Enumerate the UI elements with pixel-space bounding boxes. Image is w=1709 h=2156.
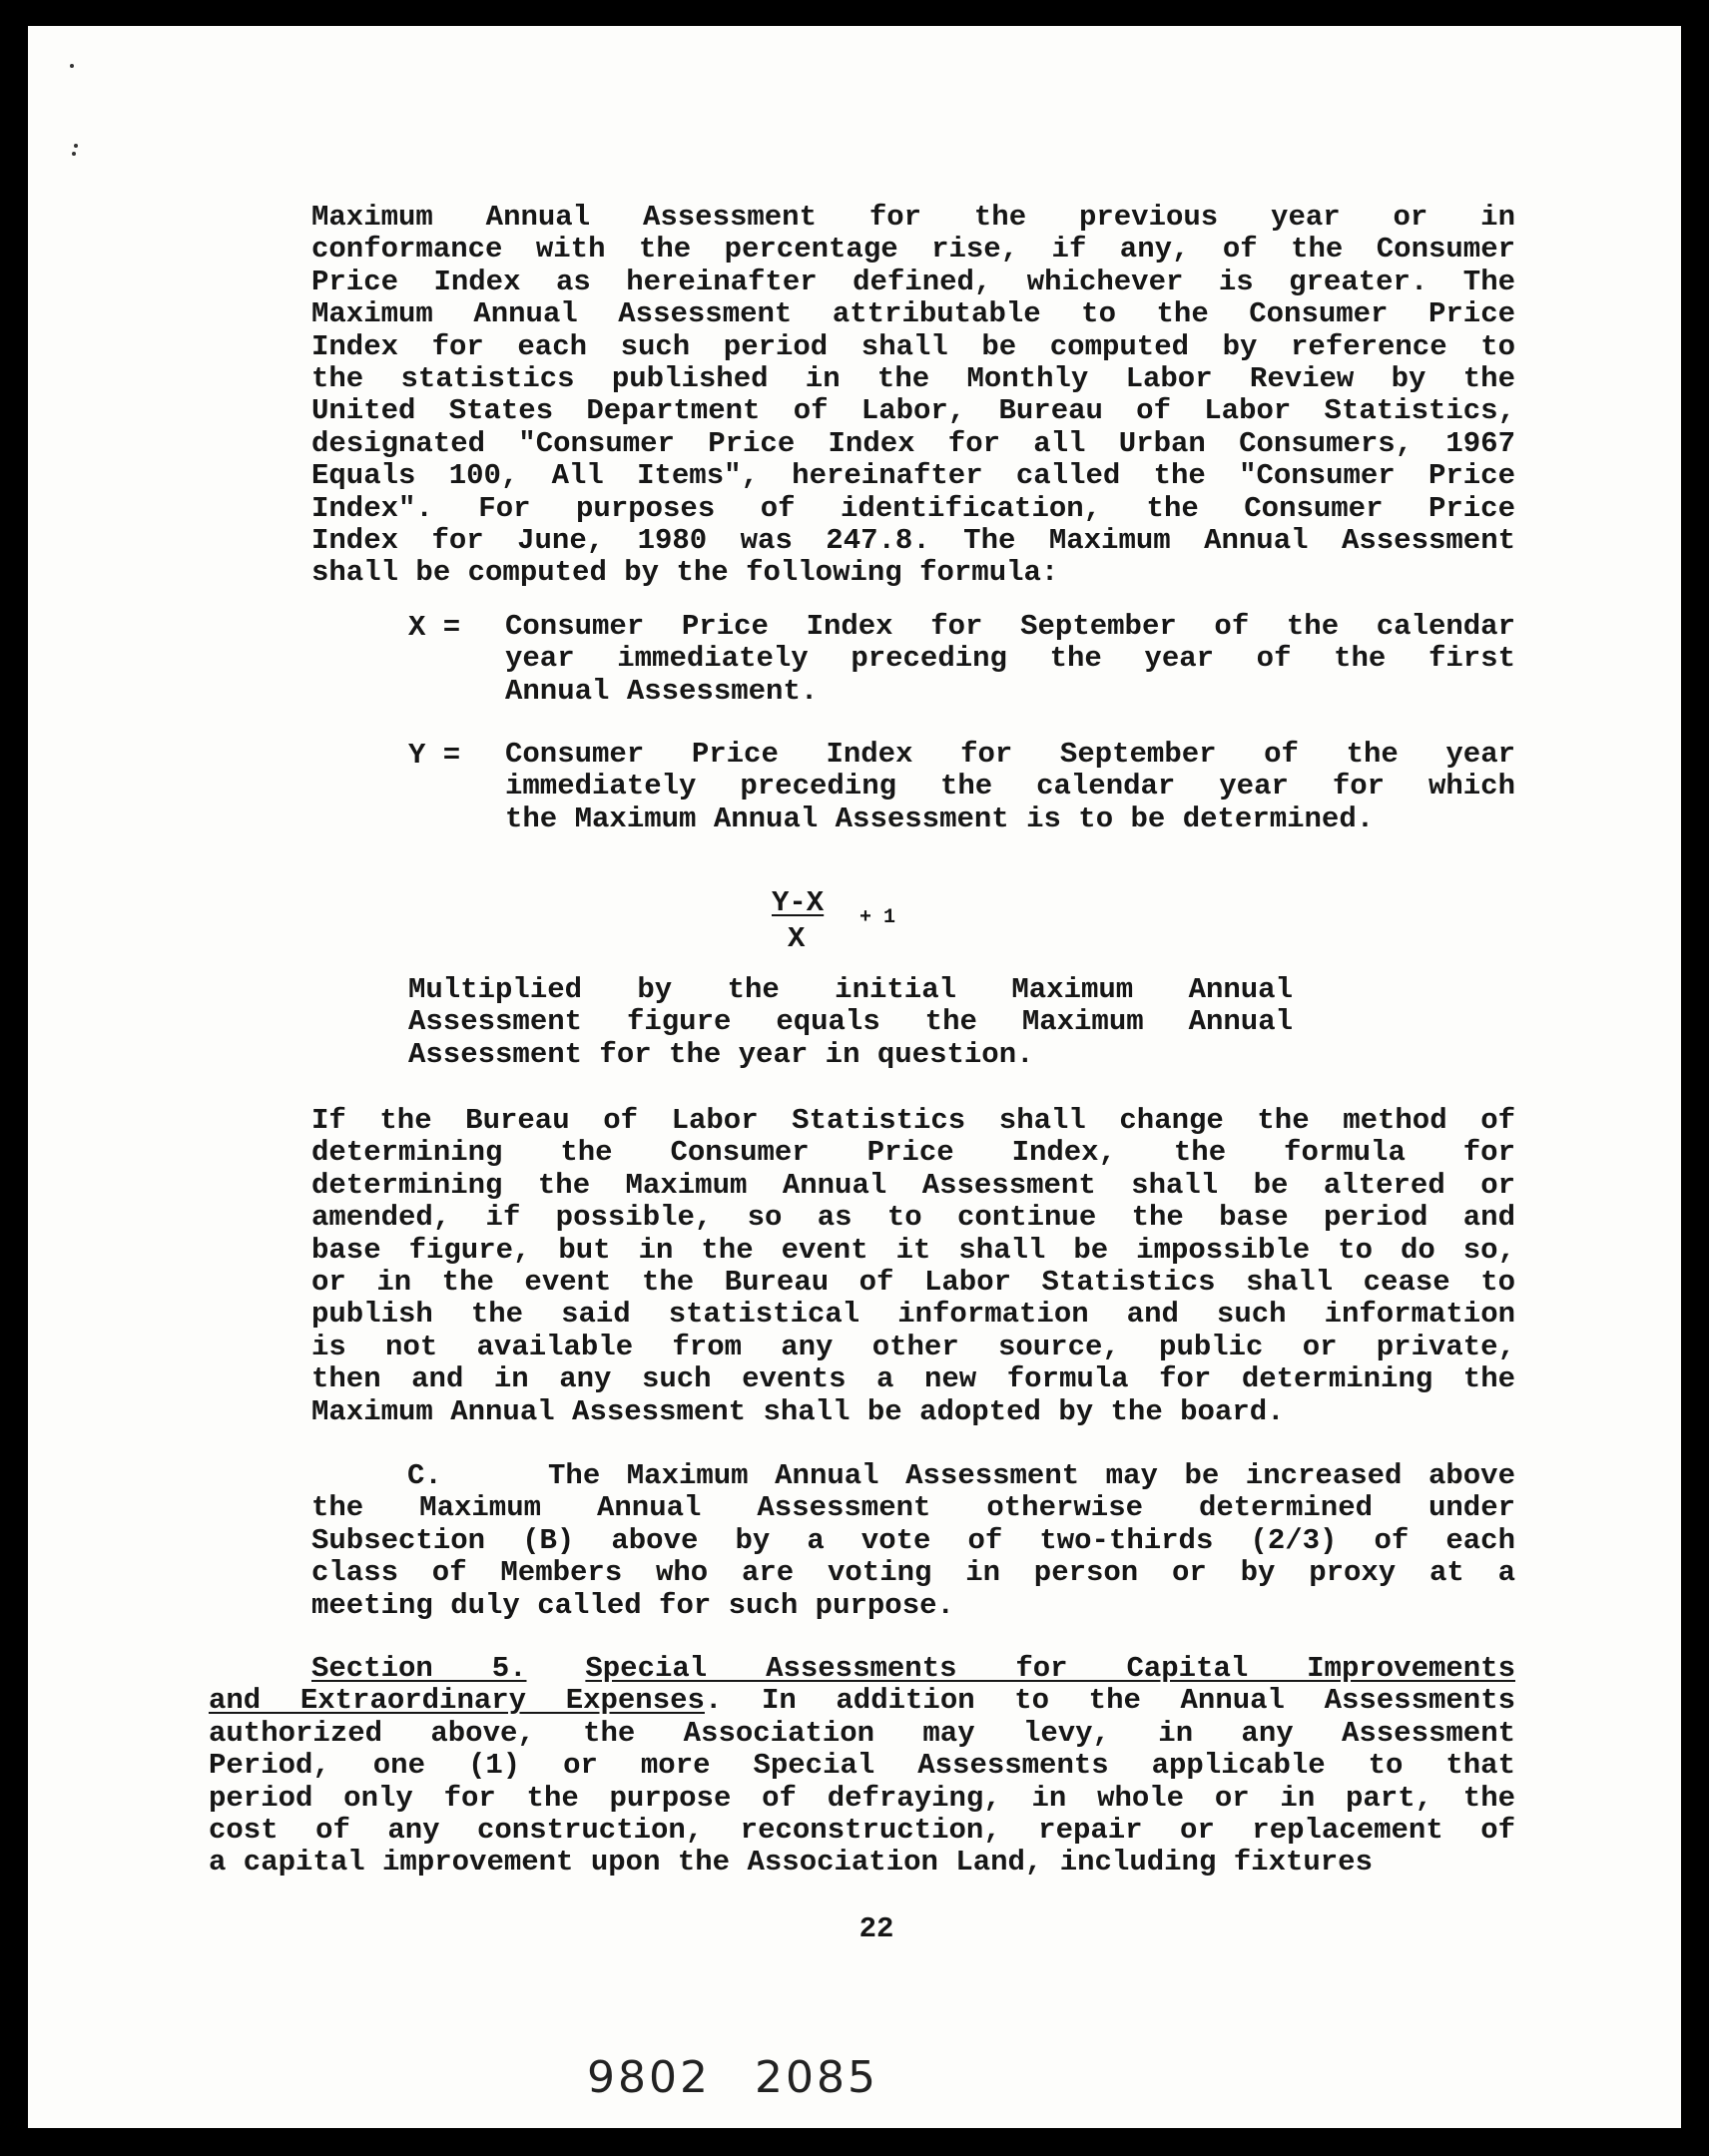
text-line: class of Members who are voting in person or by proxy at a bbox=[311, 1556, 1515, 1590]
text-line: Price Index as hereinafter defined, whichever is greater. The bbox=[311, 265, 1515, 298]
paragraph-bls-change bbox=[311, 1105, 1515, 1428]
document-page bbox=[28, 26, 1681, 2128]
text-line: cost of any construction, reconstruction, repair or replacement of bbox=[209, 1814, 1515, 1848]
text-line: Period, one (1) or more Special Assessments applicable to that bbox=[209, 1749, 1515, 1783]
scan-speck bbox=[70, 64, 74, 68]
text-line: then and in any such events a new formula for determining the bbox=[311, 1362, 1515, 1396]
section-5 bbox=[209, 1653, 1515, 1880]
text-line: conformance with the percentage rise, if any, of the Consumer bbox=[311, 233, 1515, 267]
text-line: Subsection (B) above by a vote of two-thirds (2/3) of each bbox=[311, 1523, 1515, 1557]
text-line: amended, if possible, so as to continue the base period and bbox=[311, 1201, 1515, 1235]
formula-numerator: Y-X bbox=[772, 886, 825, 919]
text-line: Assessment figure equals the Maximum Annual bbox=[408, 1005, 1293, 1039]
text-line: year immediately preceding the year of the first bbox=[505, 642, 1515, 676]
text-line: the Maximum Annual Assessment is to be determined. bbox=[505, 802, 1375, 835]
page-number: 22 bbox=[858, 1912, 894, 1945]
definition-y-label: Y = bbox=[408, 739, 461, 772]
document-number bbox=[587, 2052, 878, 2103]
document-number-part: 9802 bbox=[587, 2052, 711, 2103]
text-line: Index for each such period shall be computed by reference to bbox=[311, 329, 1515, 363]
definition-x-label: X = bbox=[408, 611, 461, 644]
text-line: a capital improvement upon the Association Land, including fixtures bbox=[209, 1846, 1373, 1880]
text-span: . In addition to the Annual Assessments bbox=[704, 1684, 1515, 1718]
text-line: Maximum Annual Assessment for the previous year or in bbox=[311, 201, 1515, 234]
text-line: Maximum Annual Assessment shall be adopted by the board. bbox=[311, 1394, 1285, 1428]
text-line: C. The Maximum Annual Assessment may be increased above bbox=[407, 1459, 1515, 1492]
text-line: base figure, but in the event it shall be impossible to do so, bbox=[311, 1233, 1515, 1267]
text-line: Annual Assessment. bbox=[505, 674, 819, 708]
scan-speck bbox=[74, 144, 78, 148]
formula-plus-one: + 1 bbox=[859, 906, 896, 929]
text-line: determining the Maximum Annual Assessment shall be altered or bbox=[311, 1168, 1515, 1202]
text-line: United States Department of Labor, Bureau of Labor Statistics, bbox=[311, 394, 1515, 428]
scan-speck bbox=[72, 152, 76, 156]
formula bbox=[772, 886, 931, 976]
text-line: Index". For purposes of identification, the Consumer Price bbox=[311, 491, 1515, 525]
definition-y bbox=[505, 739, 1515, 835]
text-line bbox=[209, 1685, 1515, 1717]
text-line: publish the said statistical information and such information bbox=[311, 1298, 1515, 1332]
paragraph-multiplied bbox=[408, 974, 1293, 1071]
definition-x bbox=[505, 611, 1515, 708]
text-line: the statistics published in the Monthly Labor Review by the bbox=[311, 362, 1515, 396]
paragraph-cpi-intro bbox=[311, 202, 1515, 590]
section-5-heading bbox=[209, 1653, 1515, 1685]
section-title-continued: and Extraordinary Expenses bbox=[209, 1684, 705, 1718]
text-line: Multiplied by the initial Maximum Annual bbox=[408, 973, 1293, 1006]
text-line: Index for June, 1980 was 247.8. The Maximum Annual Assessment bbox=[311, 524, 1515, 558]
text-line: period only for the purpose of defraying, in whole or in part, the bbox=[209, 1781, 1515, 1815]
paragraph-subsection-c bbox=[311, 1460, 1515, 1622]
text-line: Consumer Price Index for September of the year bbox=[505, 738, 1515, 771]
text-line: is not available from any other source, public or private, bbox=[311, 1330, 1515, 1363]
text-line: Maximum Annual Assessment attributable to the Consumer Price bbox=[311, 297, 1515, 331]
text-line: authorized above, the Association may levy, in any Assessment bbox=[209, 1716, 1515, 1750]
text-line: determining the Consumer Price Index, the formula for bbox=[311, 1136, 1515, 1170]
text-line: If the Bureau of Labor Statistics shall change the method of bbox=[311, 1104, 1515, 1137]
section-number: Section 5. bbox=[311, 1652, 527, 1685]
text-line: the Maximum Annual Assessment otherwise determined under bbox=[311, 1491, 1515, 1525]
formula-denominator: X bbox=[788, 922, 806, 955]
text-line: shall be computed by the following formula: bbox=[311, 556, 1059, 590]
text-line: Assessment for the year in question. bbox=[408, 1037, 1034, 1071]
text-line: Consumer Price Index for September of the calendar bbox=[505, 610, 1515, 643]
section-title: Special Assessments for Capital Improvements bbox=[585, 1652, 1515, 1685]
text-line: or in the event the Bureau of Labor Statistics shall cease to bbox=[311, 1266, 1515, 1300]
document-number-part: 2085 bbox=[754, 2052, 878, 2103]
text-line: Equals 100, All Items", hereinafter called the "Consumer Price bbox=[311, 459, 1515, 493]
text-line: immediately preceding the calendar year for which bbox=[505, 770, 1515, 804]
text-line: designated "Consumer Price Index for all Urban Consumers, 1967 bbox=[311, 426, 1515, 460]
text-line: meeting duly called for such purpose. bbox=[311, 1588, 954, 1622]
